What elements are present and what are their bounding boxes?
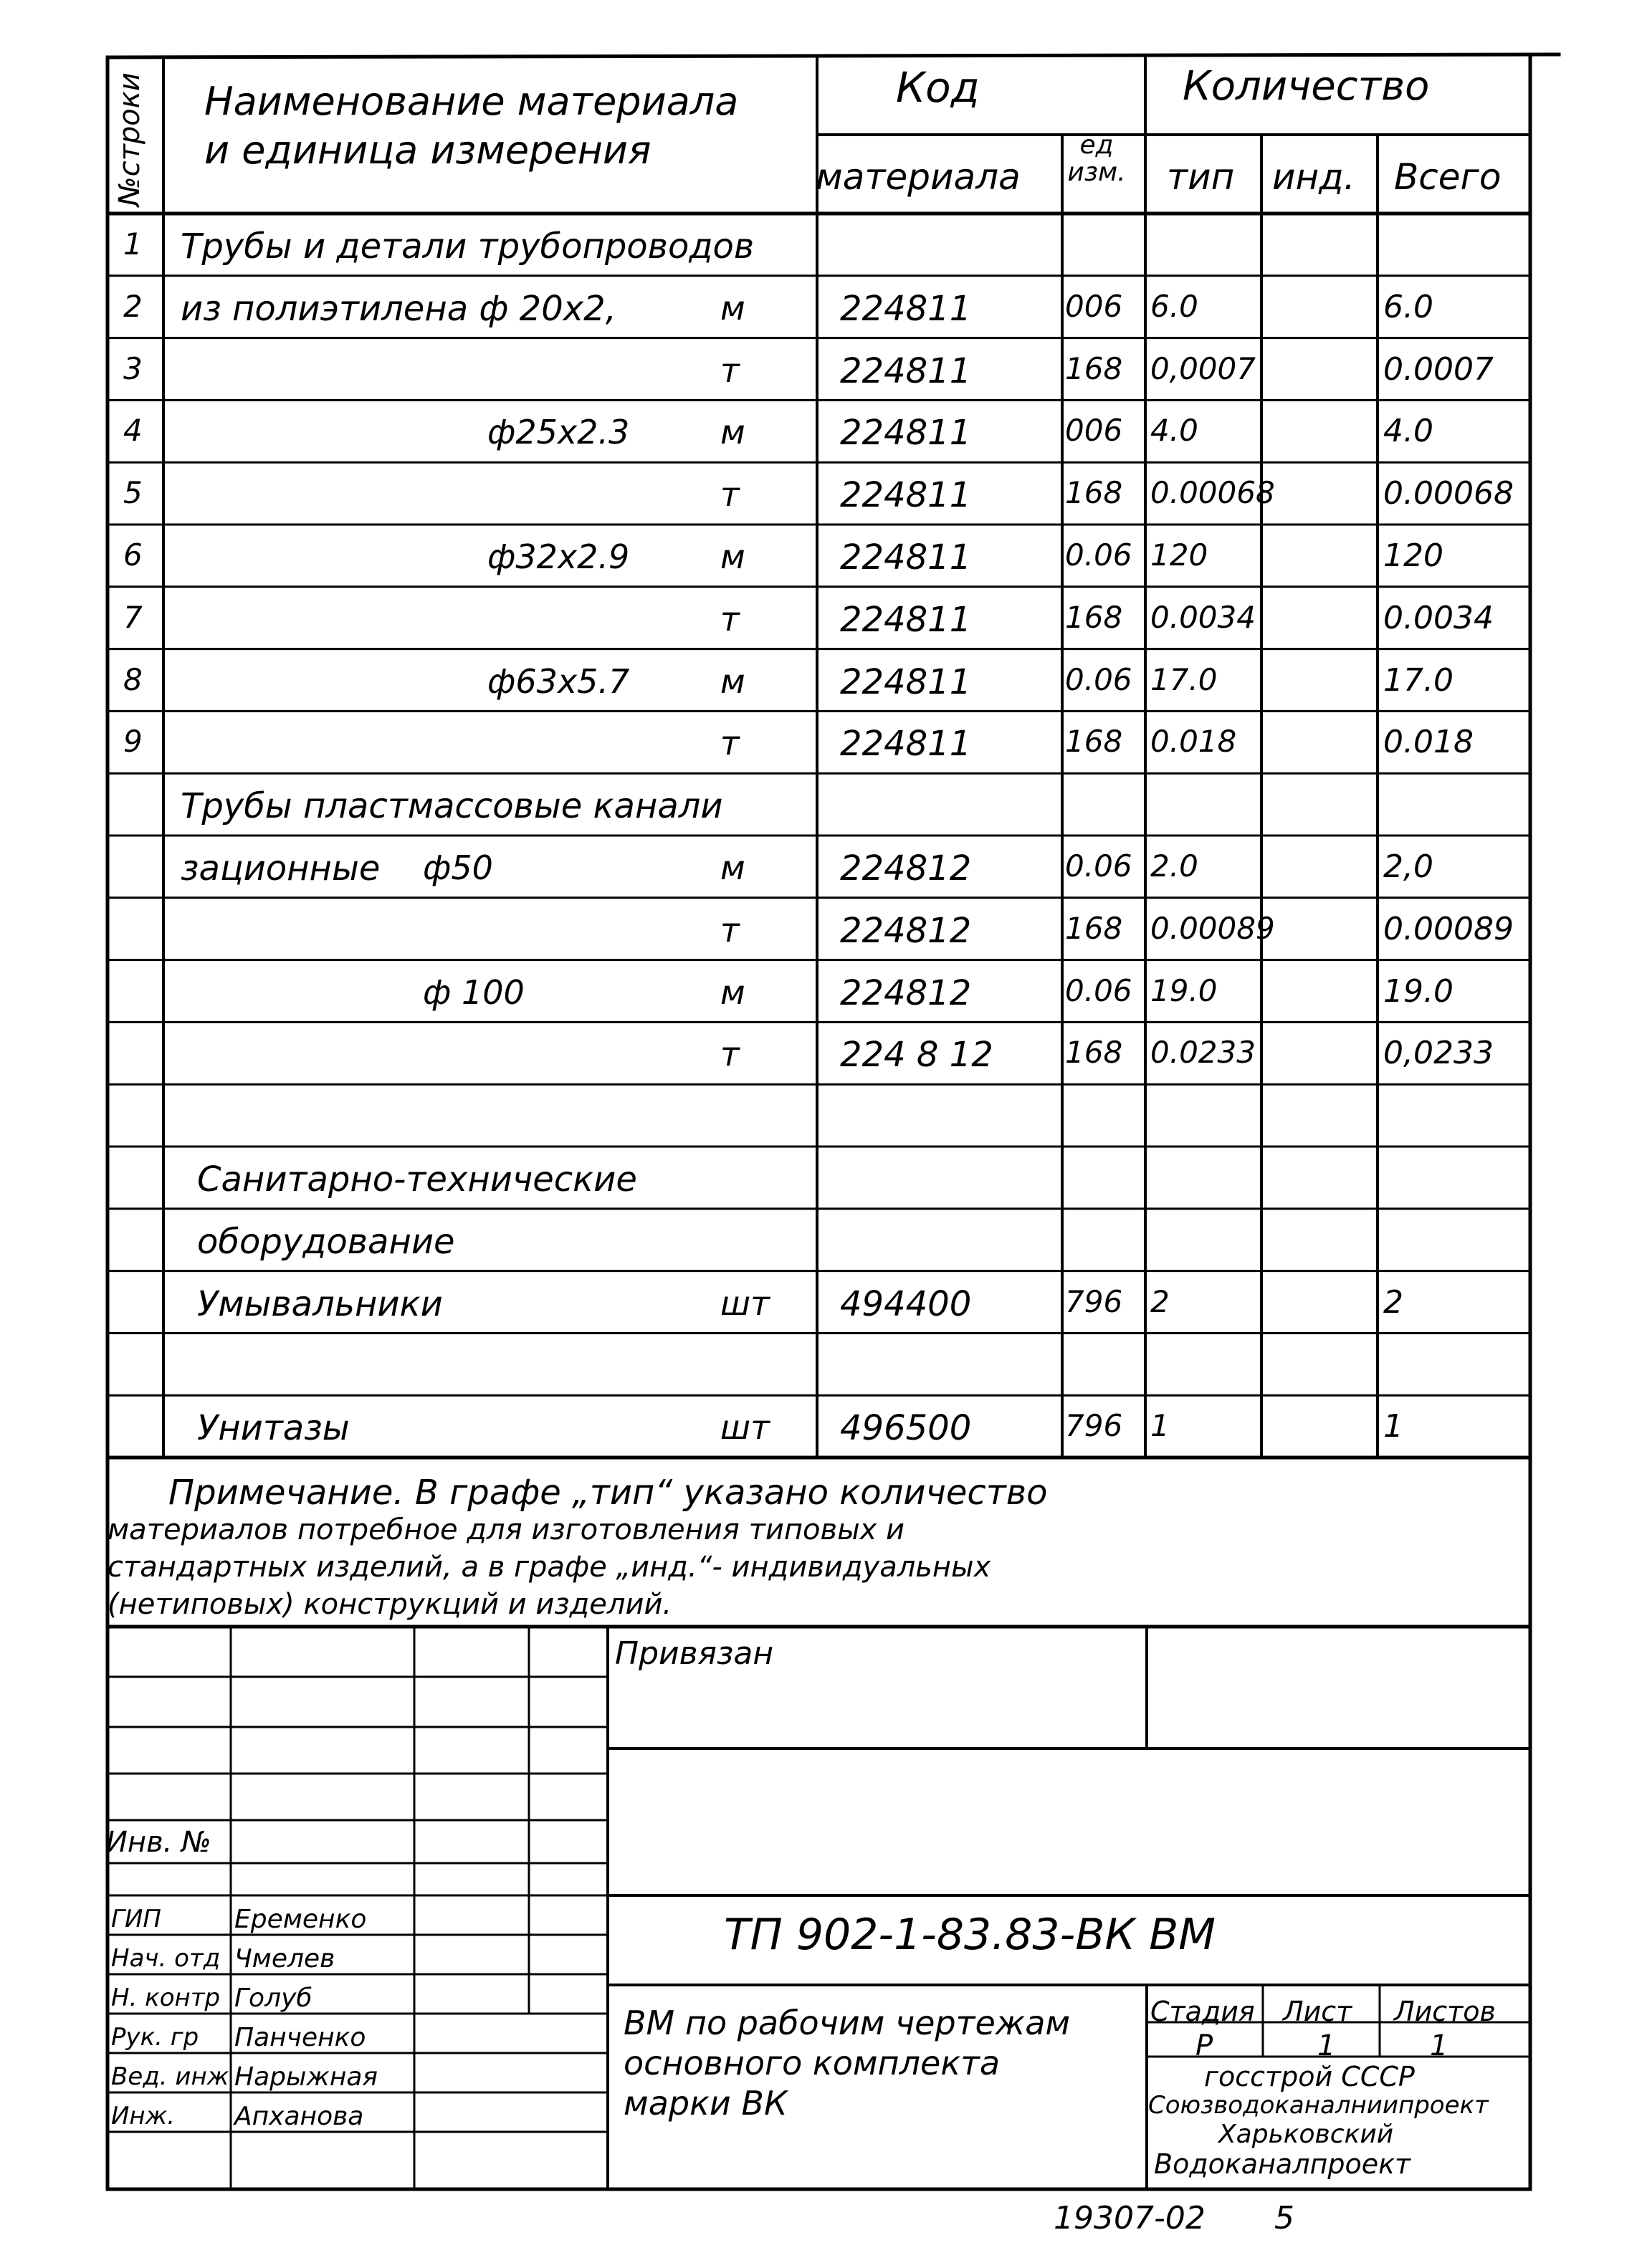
qty-total: 0.018	[1383, 724, 1474, 761]
qty-type: 0.0233	[1150, 1035, 1256, 1071]
unit-code: 796	[1065, 1283, 1123, 1319]
code-unit-header: ед изм.	[1067, 130, 1126, 187]
org-line-2: Союзводоканалниипроект	[1148, 2091, 1489, 2120]
material-name: зационные	[181, 848, 381, 889]
unit: м	[720, 288, 745, 327]
name-header-line-1: Наименование материала	[204, 79, 739, 124]
row-number: 9	[123, 724, 143, 760]
material-code: 224812	[840, 910, 972, 951]
qty-total: 4.0	[1383, 413, 1433, 450]
unit: т	[720, 350, 740, 390]
stage-value: Р	[1195, 2029, 1213, 2062]
material-code: 224812	[840, 848, 972, 889]
qty-total: 0.00089	[1383, 910, 1514, 947]
sheet-value: 1	[1317, 2029, 1336, 2062]
signer-role: ГИП	[111, 1905, 161, 1933]
material-name: Трубы пластмассовые канали	[181, 786, 723, 827]
unit-code: 0.06	[1065, 537, 1132, 573]
signer-name: Апханова	[234, 2102, 364, 2131]
material-code: 224811	[840, 475, 972, 516]
material-code: 224811	[840, 537, 972, 578]
qty-type: 2	[1150, 1283, 1170, 1319]
qty-type: 0.00089	[1150, 910, 1275, 946]
unit-code: 168	[1065, 475, 1123, 511]
material-name: Санитарно-технические	[197, 1159, 637, 1200]
qty-type: 2.0	[1150, 848, 1198, 884]
material-name: Трубы и детали трубопроводов	[181, 226, 755, 267]
material-code: 224811	[840, 724, 972, 765]
row-number: 8	[123, 661, 143, 697]
document-code: ТП 902-1-83.83-ВК ВМ	[724, 1910, 1216, 1960]
pipe-size: ф63х5.7	[487, 661, 630, 701]
quantity-header: Количество	[1183, 63, 1430, 110]
unit-code: 0.06	[1065, 972, 1132, 1008]
page-number: 5	[1274, 2200, 1294, 2236]
qty-total: 1	[1383, 1408, 1403, 1445]
material-name: оборудование	[197, 1221, 455, 1262]
pipe-size: ф50	[423, 848, 493, 887]
row-number: 3	[123, 350, 143, 386]
org-line-4: Водоканалпроект	[1154, 2148, 1411, 2180]
stage-label: Стадия	[1150, 1996, 1255, 2027]
qty-total: 0,0233	[1383, 1035, 1494, 1072]
unit-code: 006	[1065, 413, 1123, 449]
unit: т	[720, 475, 740, 515]
qty-total: 120	[1383, 537, 1443, 574]
signer-role: Нач. отд	[111, 1944, 221, 1973]
pipe-size: ф25х2.3	[487, 413, 630, 452]
material-code: 224811	[840, 350, 972, 391]
title-line-3: марки ВК	[624, 2084, 788, 2123]
qty-type: 1	[1150, 1408, 1170, 1444]
qty-type: 120	[1150, 537, 1208, 573]
row-number-header: №строки	[113, 72, 146, 206]
qty-type: 6.0	[1150, 288, 1198, 324]
title-line-2: основного комплекта	[624, 2044, 1001, 2082]
privyazan-label: Привязан	[615, 1635, 774, 1672]
row-number: 6	[123, 537, 143, 573]
unit-code: 168	[1065, 910, 1123, 946]
unit: м	[720, 972, 745, 1012]
unit: м	[720, 848, 745, 887]
row-number: 7	[123, 599, 143, 635]
qty-type: 17.0	[1150, 661, 1218, 697]
row-number: 4	[123, 413, 143, 449]
unit: т	[720, 910, 740, 949]
note-line-3: стандартных изделий, а в графе „инд.“- индивидуальных	[108, 1551, 991, 1584]
unit-code: 0.06	[1065, 661, 1132, 697]
qty-type: 4.0	[1150, 413, 1198, 449]
signer-role: Рук. гр	[111, 2023, 199, 2052]
qty-ind-header: инд.	[1272, 156, 1355, 198]
qty-type: 0.0034	[1150, 599, 1256, 635]
material-code: 224811	[840, 288, 972, 329]
unit: шт	[720, 1408, 770, 1448]
signer-role: Вед. инж	[111, 2062, 229, 2091]
material-code: 224812	[840, 972, 972, 1013]
row-number: 1	[123, 226, 143, 262]
qty-total: 6.0	[1383, 288, 1433, 325]
unit: т	[720, 1035, 740, 1074]
note-line-1: Примечание. В графе „тип“ указано количество	[168, 1473, 1048, 1513]
note-line-2: материалов потребное для изготовления типовых и	[108, 1513, 905, 1546]
inventory-number-label: Инв. №	[106, 1826, 211, 1859]
sheets-label: Листов	[1394, 1996, 1496, 2027]
archive-number: 19307-02	[1054, 2200, 1206, 2236]
qty-total: 0.00068	[1383, 475, 1514, 512]
qty-total-header: Всего	[1394, 156, 1502, 198]
signer-name: Голуб	[234, 1984, 312, 2013]
title-line-1: ВМ по рабочим чертежам	[624, 2004, 1071, 2042]
material-code: 224811	[840, 599, 972, 640]
pipe-size: ф32х2.9	[487, 537, 630, 576]
qty-total: 2	[1383, 1283, 1403, 1321]
unit-code: 168	[1065, 724, 1123, 760]
code-header: Код	[896, 63, 980, 112]
qty-type-header: тип	[1167, 156, 1235, 198]
unit: шт	[720, 1283, 770, 1323]
code-material-header: материала	[816, 156, 1021, 198]
unit: т	[720, 724, 740, 763]
qty-total: 0.0007	[1383, 350, 1494, 388]
material-code: 494400	[840, 1283, 972, 1324]
unit-code: 168	[1065, 1035, 1123, 1071]
qty-type: 0.018	[1150, 724, 1237, 760]
qty-type: 19.0	[1150, 972, 1218, 1008]
org-line-3: Харьковский	[1218, 2120, 1394, 2149]
unit: м	[720, 661, 745, 701]
qty-total: 17.0	[1383, 661, 1454, 699]
sheets-value: 1	[1430, 2029, 1448, 2062]
unit-code: 796	[1065, 1408, 1123, 1444]
material-name: из полиэтилена ф 20х2,	[181, 288, 616, 329]
material-name: Умывальники	[197, 1283, 443, 1324]
qty-type: 0,0007	[1150, 350, 1256, 386]
signer-name: Панченко	[234, 2023, 366, 2052]
row-number: 5	[123, 475, 143, 511]
material-code: 496500	[840, 1408, 972, 1449]
signer-role: Н. контр	[111, 1984, 221, 2012]
signer-name: Чмелев	[234, 1944, 335, 1973]
material-name: Унитазы	[197, 1408, 350, 1449]
note-line-4: (нетиповых) конструкций и изделий.	[108, 1588, 672, 1621]
org-line-1: госстрой СССР	[1204, 2061, 1415, 2092]
unit: м	[720, 413, 745, 452]
unit-code: 006	[1065, 288, 1123, 324]
material-code: 224811	[840, 661, 972, 702]
material-code: 224 8 12	[840, 1035, 993, 1076]
signer-name: Еременко	[234, 1905, 367, 1934]
unit: м	[720, 537, 745, 576]
sheet-label: Лист	[1283, 1996, 1352, 2027]
unit-code: 168	[1065, 350, 1123, 386]
qty-total: 2,0	[1383, 848, 1433, 885]
pipe-size: ф 100	[423, 972, 525, 1012]
qty-type: 0.00068	[1150, 475, 1275, 511]
material-code: 224811	[840, 413, 972, 454]
qty-total: 19.0	[1383, 972, 1454, 1010]
unit-code: 168	[1065, 599, 1123, 635]
signer-name: Нарыжная	[234, 2062, 378, 2092]
name-header-line-2: и единица измерения	[204, 128, 651, 173]
row-number: 2	[123, 288, 143, 324]
qty-total: 0.0034	[1383, 599, 1494, 636]
unit: т	[720, 599, 740, 638]
signer-role: Инж.	[111, 2102, 176, 2130]
unit-code: 0.06	[1065, 848, 1132, 884]
